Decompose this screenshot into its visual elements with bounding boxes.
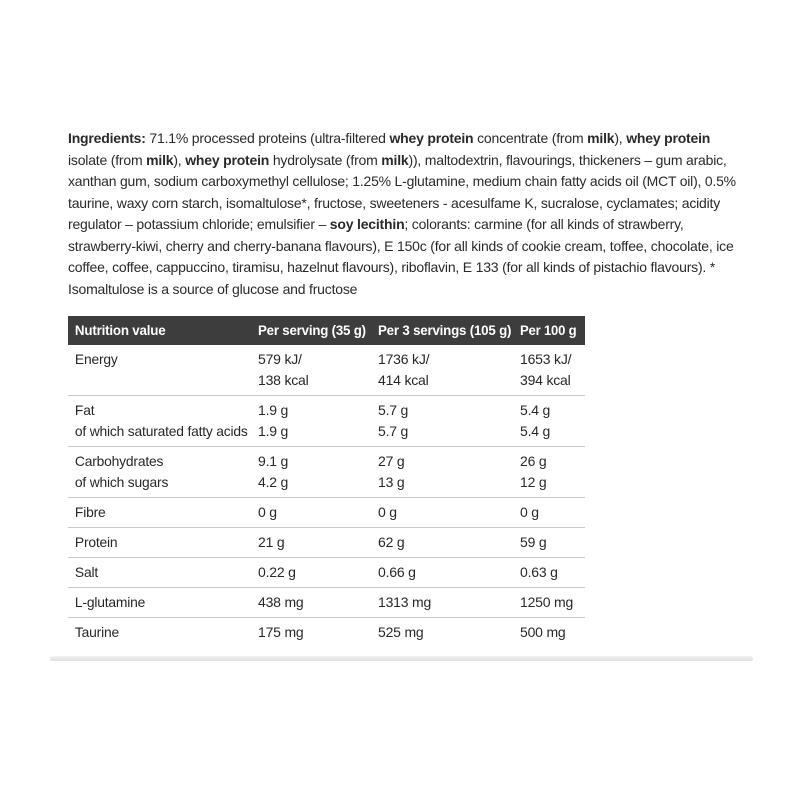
table-group [68, 446, 585, 497]
cell-value-per-serving: 0.22 g [258, 564, 296, 580]
table-row [68, 400, 585, 421]
ingredients-bold-text: milk [146, 151, 174, 168]
cell-value-per-100g: 0 g [520, 504, 539, 520]
table-row [68, 562, 585, 583]
cell-value-per-100g: 5.4 g [520, 423, 551, 439]
ingredients-bold-text: milk [587, 130, 615, 146]
ingredients-paragraph [68, 128, 736, 300]
ingredients-bold-text: whey protein [626, 130, 711, 146]
cell-value-per-3-servings: 414 kcal [378, 372, 429, 388]
ingredients-text: xanthan gum, sodium carboxymethyl cellulose; 1.25% L-glutamine, medium chain fatty acids oil (MCT oil), 0.5% [68, 173, 736, 189]
ingredients-line [68, 214, 736, 236]
table-row [68, 451, 585, 472]
cell-value-per-serving: 21 g [258, 534, 285, 550]
row-label [68, 370, 256, 391]
ingredients-text: strawberry-kiwi, cherry and cherry-banana flavours), E 150c (for all kinds of cookie cream, toffee, chocolate, ice [68, 237, 734, 254]
ingredients-text: 71.1% processed proteins (ultra-filtered [149, 130, 390, 146]
cell-value-per-3-servings: 525 mg [378, 624, 424, 640]
cell-value-per-100g: 1250 mg [520, 594, 574, 610]
table-group [68, 527, 585, 557]
label-content [68, 128, 736, 647]
cell-value-per-serving: 579 kJ/ [258, 351, 302, 367]
table-row [68, 622, 585, 643]
row-label: Salt [74, 564, 99, 580]
ingredients-text: regulator – potassium chloride; emulsifier – [68, 216, 330, 232]
row-label: L-glutamine [74, 594, 146, 610]
row-label: of which sugars [74, 474, 169, 490]
table-group [68, 557, 585, 587]
ingredients-line [68, 193, 736, 215]
ingredients-line [68, 279, 736, 301]
nutrition-table-header [68, 316, 585, 345]
cell-value-per-serving: 1.9 g [258, 402, 289, 418]
cell-value-per-serving: 1.9 g [258, 423, 289, 439]
ingredients-text: isolate (from [68, 151, 147, 168]
ingredients-bold-text: milk [381, 151, 409, 168]
table-group [68, 395, 585, 446]
cell-value-per-3-servings: 62 g [378, 534, 405, 550]
cell-value-per-3-servings: 1313 mg [378, 594, 432, 610]
row-label: Carbohydrates [74, 453, 164, 469]
cell-value-per-100g: 26 g [520, 453, 547, 469]
ingredients-bold-text: soy lecithin [329, 216, 405, 232]
cell-value-per-100g: 500 mg [520, 624, 566, 640]
cell-value-per-serving: 175 mg [258, 624, 304, 640]
table-group [68, 617, 585, 647]
table-row [68, 532, 585, 553]
cell-value-per-100g: 1653 kJ/ [520, 351, 572, 367]
nutrition-table-body [68, 345, 585, 647]
table-row [68, 472, 585, 493]
ingredients-line [68, 128, 736, 150]
table-row [68, 349, 585, 370]
cell-value-per-serving: 438 mg [258, 594, 304, 610]
header-per-3-servings: Per 3 servings (105 g) [378, 323, 512, 338]
cell-value-per-100g: 394 kcal [520, 372, 571, 388]
ingredients-text: )), maltodextrin, flavourings, thickeners – gum arabic, [408, 151, 727, 168]
header-nutrition-value: Nutrition value [74, 323, 166, 338]
ingredients-text: hydrolysate (from [269, 151, 382, 168]
cell-value-per-100g: 5.4 g [520, 402, 551, 418]
cell-value-per-3-servings: 0 g [378, 504, 397, 520]
ingredients-text: Isomaltulose is a source of glucose and fructose [68, 280, 358, 297]
ingredients-bold-text: whey protein [185, 151, 270, 168]
table-group [68, 497, 585, 527]
ingredients-text: ), [614, 130, 627, 146]
ingredients-bold-text: Ingredients: [68, 130, 150, 146]
cell-value-per-100g: 59 g [520, 534, 547, 550]
table-group [68, 587, 585, 617]
cell-value-per-3-servings: 13 g [378, 474, 405, 490]
ingredients-line [68, 236, 736, 258]
row-label: Fat [74, 402, 95, 418]
cell-value-per-serving: 4.2 g [258, 474, 289, 490]
ingredients-text: concentrate (from [473, 130, 588, 146]
row-label: Fibre [74, 504, 106, 520]
table-row [68, 592, 585, 613]
table-row [68, 502, 585, 523]
cell-value-per-3-servings: 5.7 g [378, 423, 409, 439]
table-row [68, 370, 585, 391]
cell-value-per-100g: 0.63 g [520, 564, 558, 580]
row-label: Protein [74, 534, 118, 550]
cell-value-per-3-servings: 27 g [378, 453, 405, 469]
row-label: Energy [74, 351, 118, 367]
nutrition-table [68, 316, 585, 647]
ingredients-line [68, 150, 736, 172]
table-group [68, 345, 585, 395]
cell-value-per-serving: 9.1 g [258, 453, 289, 469]
ingredients-text: ; colorants: carmine (for all kinds of strawberry, [404, 216, 684, 232]
ingredients-text: coffee, coffee, cappuccino, tiramisu, hazelnut flavours), riboflavin, E 133 (for all kinds of pistachio flavours). * [68, 259, 716, 275]
table-row [68, 421, 585, 442]
header-per-100g: Per 100 g [520, 323, 577, 338]
cell-value-per-3-servings: 1736 kJ/ [378, 351, 430, 367]
ingredients-text: taurine, waxy corn starch, isomaltulose*, fructose, sweeteners - acesulfame K, sucralose, cyclamates; acidity [68, 194, 721, 211]
cell-value-per-3-servings: 0.66 g [378, 564, 416, 580]
ingredients-text: ), [173, 151, 186, 168]
header-per-serving: Per serving (35 g) [258, 323, 366, 338]
ingredients-bold-text: whey protein [389, 130, 474, 146]
row-label: of which saturated fatty acids [74, 423, 248, 439]
cell-value-per-serving: 138 kcal [258, 372, 309, 388]
bottom-divider [50, 656, 753, 661]
ingredients-line [68, 171, 734, 193]
cell-value-per-100g: 12 g [520, 474, 547, 490]
cell-value-per-3-servings: 5.7 g [378, 402, 409, 418]
cell-value-per-serving: 0 g [258, 504, 277, 520]
ingredients-line [68, 257, 736, 279]
row-label: Taurine [74, 624, 119, 640]
